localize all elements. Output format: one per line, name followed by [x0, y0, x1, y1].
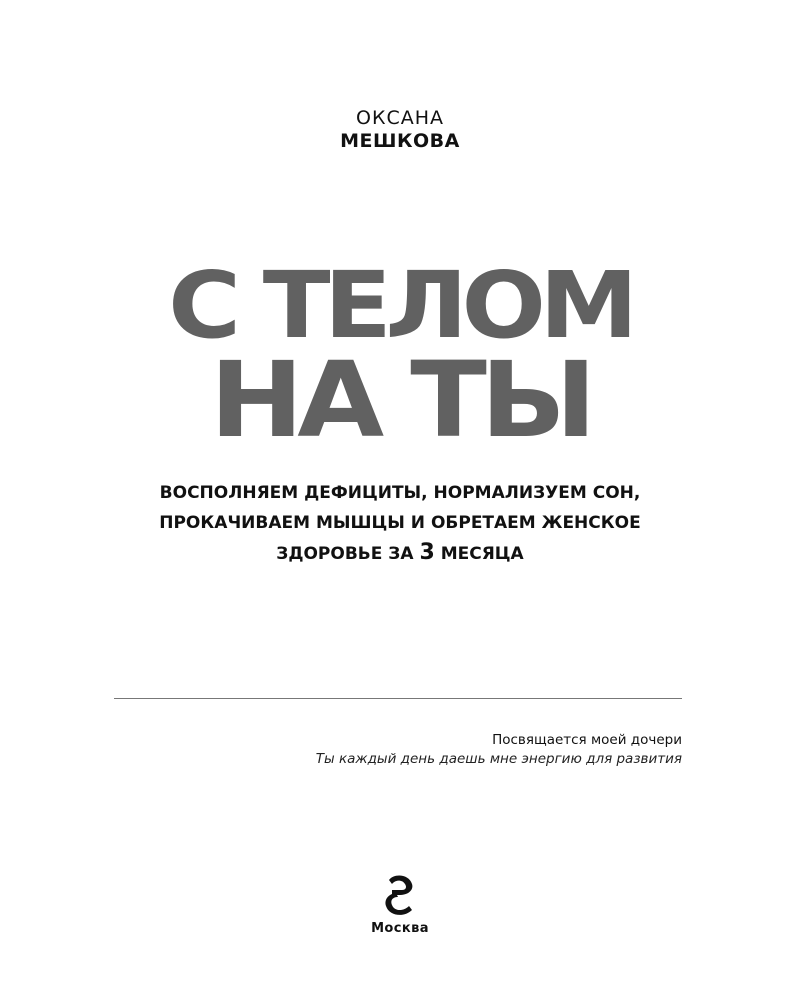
subtitle-line-3-end: МЕСЯЦА — [440, 544, 524, 564]
author-first-name: ОКСАНА — [356, 107, 444, 129]
subtitle-number: 3 — [419, 540, 435, 565]
divider — [114, 698, 682, 699]
dedication-line-1: Посвящается моей дочери — [492, 732, 682, 748]
book-subtitle — [60, 478, 740, 569]
author-last-name: МЕШКОВА — [340, 130, 460, 152]
dedication — [122, 731, 682, 769]
publisher-city: Москва — [371, 921, 429, 936]
book-title-line-2: НА ТЫ — [209, 339, 591, 461]
subtitle-line-2: ПРОКАЧИВАЕМ МЫШЦЫ И ОБРЕТАЕМ ЖЕНСКОЕ — [159, 513, 641, 533]
eksmo-logo-icon — [380, 872, 420, 918]
subtitle-line-3-start: ЗДОРОВЬЕ ЗА — [276, 544, 414, 564]
author-block — [0, 106, 800, 152]
dedication-line-2: Ты каждый день даешь мне энергию для развития — [315, 751, 682, 767]
book-title-line-1: С ТЕЛОМ — [168, 252, 632, 359]
subtitle-line-1: ВОСПОЛНЯЕМ ДЕФИЦИТЫ, НОРМАЛИЗУЕМ СОН, — [159, 483, 641, 503]
subtitle-line-3 — [60, 538, 740, 569]
